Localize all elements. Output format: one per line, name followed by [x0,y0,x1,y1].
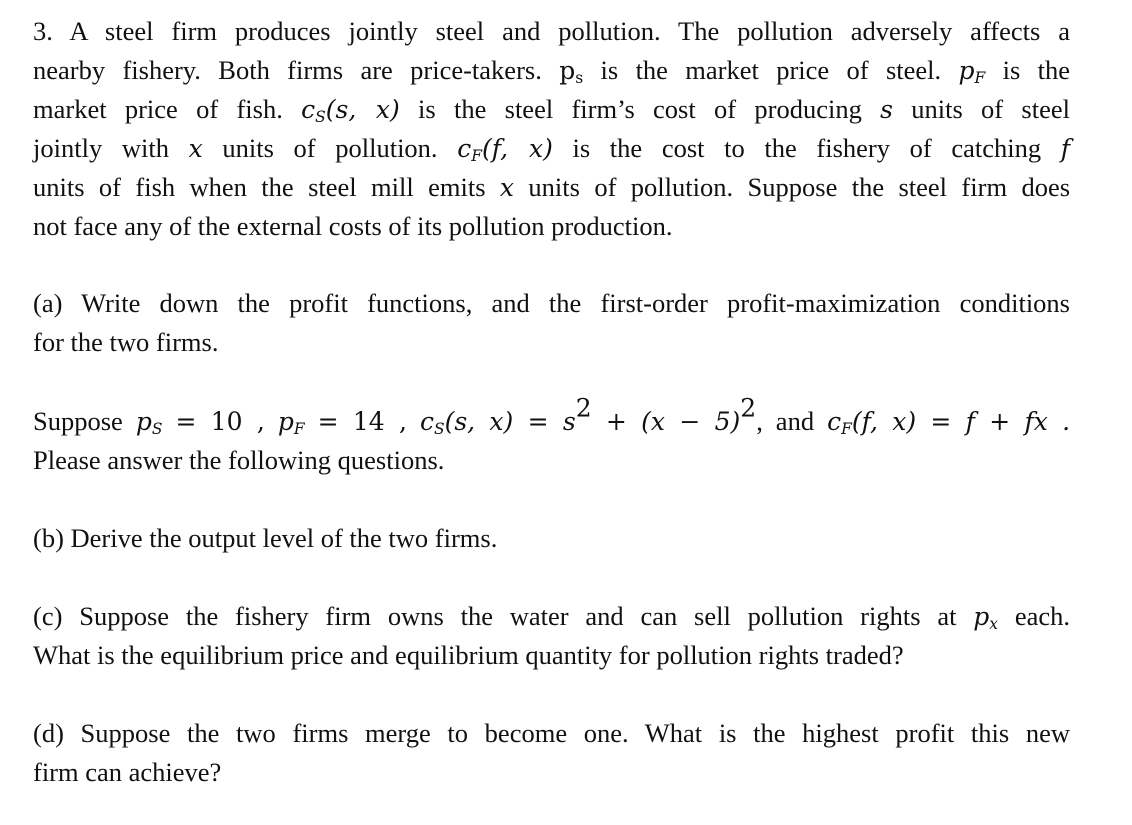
part-b [33,519,1070,558]
steel-price-symbol: $p_s$ [559,56,584,87]
given-line-2: Please answer the following questions. [33,445,445,475]
intro-line-1: 3. A steel firm produces jointly steel and pollution. The pollution adversely affects a [33,16,1070,46]
part-a-line-2: for the two firms. [33,327,219,357]
part-a-line-1: (a) Write down the profit functions, and the first-order profit-maximization conditions [33,288,1070,318]
steel-cost-function: $c_S(s$, $x) = s^2 + (x - 5)^2$ [419,393,757,438]
part-b-line-1: (b) Derive the output level of the two firms. [33,523,498,553]
part-d-line-2: firm can achieve? [33,757,222,787]
given-line-1: Suppose $p_S = 10$ , $p_F = 14$ , $c_S(s$, $x) = s^2 + (x - 5)^2$, and $c_F(f$, x) = f + fx . [33,393,1071,438]
intro-line-5: units of fish when the steel mill emits x units of pollution. Suppose the steel firm does [33,172,1071,202]
intro-line-4: jointly with x units of pollution. $c_F(f$, x) is the cost to the fishery of catching f [33,133,1070,165]
part-d [33,714,1070,792]
intro-line-3: market price of fish. $c_S(s$, x) is the steel firm’s cost of producing s units of steel [33,94,1070,126]
part-d-line-1: (d) Suppose the two firms merge to become one. What is the highest profit this new [33,718,1070,748]
problem-intro [33,12,1070,246]
intro-line-2: nearby fishery. Both firms are price-takers. $p_s$ is the market price of steel. $p_F$ is the [33,55,1071,87]
intro-line-6: not face any of the external costs of its pollution production. [33,211,673,241]
pollution-price-symbol: $p_x$ [973,602,999,633]
fish-cost-symbol: $c_F(f$, x) [457,134,553,165]
part-c-line-1: (c) Suppose the fishery firm owns the water and can sell pollution rights at $p_x$ each. [33,601,1071,633]
part-a [33,284,1070,362]
fish-cost-function: $c_F(f$, x) = f + fx . [827,407,1071,438]
problem-number: 3. [33,16,53,46]
given-values [33,393,1071,480]
part-c-line-2: What is the equilibrium price and equilibrium quantity for pollution rights traded? [33,640,904,670]
steel-cost-symbol: $c_S(s$, x) [301,95,400,126]
fish-price-symbol: $p_F$ [958,56,986,87]
part-c [33,597,1070,675]
